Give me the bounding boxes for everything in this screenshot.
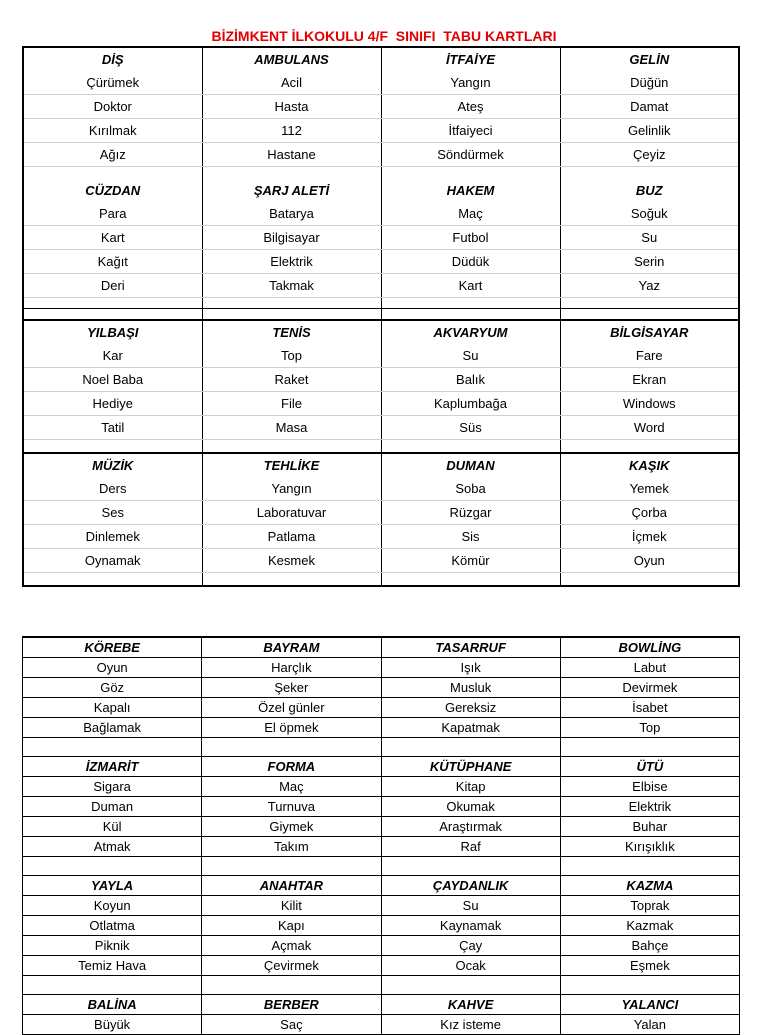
word-row: [23, 817, 740, 837]
forbidden-word: Düdük: [381, 250, 560, 274]
forbidden-word: Kırışıklık: [560, 837, 739, 857]
card-header-row: [23, 47, 739, 71]
forbidden-word: İsabet: [560, 698, 739, 718]
card-title: YALANCI: [560, 995, 739, 1015]
forbidden-word: Raf: [381, 837, 560, 857]
forbidden-word: Ateş: [381, 95, 560, 119]
forbidden-word: Yalan: [560, 1015, 739, 1035]
forbidden-word: Bilgisayar: [202, 226, 381, 250]
word-row: [23, 501, 739, 525]
card-title: TEHLİKE: [202, 453, 381, 477]
word-row: [23, 344, 739, 368]
word-row: [23, 368, 739, 392]
forbidden-word: Açmak: [202, 936, 381, 956]
forbidden-word: Elektrik: [560, 797, 739, 817]
word-row: [23, 678, 740, 698]
forbidden-word: Büyük: [23, 1015, 202, 1035]
card-title: BOWLİNG: [560, 637, 739, 658]
word-row: [23, 416, 739, 440]
forbidden-word: Takmak: [202, 274, 381, 298]
forbidden-word: Deri: [23, 274, 202, 298]
forbidden-word: Kaplumbağa: [381, 392, 560, 416]
empty-cell: [23, 167, 202, 180]
forbidden-word: Yangın: [381, 71, 560, 95]
card-title: ŞARJ ALETİ: [202, 179, 381, 202]
card-title: YILBAŞI: [23, 320, 202, 344]
word-row: [23, 119, 739, 143]
forbidden-word: Işık: [381, 658, 560, 678]
card-title: TASARRUF: [381, 637, 560, 658]
card-title: KÜTÜPHANE: [381, 757, 560, 777]
forbidden-word: Piknik: [23, 936, 202, 956]
word-row: [23, 226, 739, 250]
empty-cell: [202, 440, 381, 454]
forbidden-word: Hediye: [23, 392, 202, 416]
forbidden-word: Batarya: [202, 202, 381, 226]
forbidden-word: Rüzgar: [381, 501, 560, 525]
forbidden-word: Duman: [23, 797, 202, 817]
forbidden-word: Yemek: [560, 477, 739, 501]
forbidden-word: Saç: [202, 1015, 381, 1035]
forbidden-word: Çevirmek: [202, 956, 381, 976]
forbidden-word: Düğün: [560, 71, 739, 95]
empty-cell: [202, 976, 381, 995]
empty-cell: [560, 298, 739, 309]
forbidden-word: Raket: [202, 368, 381, 392]
forbidden-word: Soba: [381, 477, 560, 501]
spacer-row: [23, 738, 740, 757]
forbidden-word: Söndürmek: [381, 143, 560, 167]
word-row: [23, 202, 739, 226]
forbidden-word: Oyun: [560, 549, 739, 573]
forbidden-word: Kapı: [202, 916, 381, 936]
forbidden-word: Okumak: [381, 797, 560, 817]
forbidden-word: Çorba: [560, 501, 739, 525]
forbidden-word: Acil: [202, 71, 381, 95]
page-title: BİZİMKENT İLKOKULU 4/F SINIFI TABU KARTLARI: [211, 28, 557, 44]
forbidden-word: Elbise: [560, 777, 739, 797]
card-title: DİŞ: [23, 47, 202, 71]
forbidden-word: Kart: [381, 274, 560, 298]
empty-cell: [202, 298, 381, 309]
forbidden-word: Kaynamak: [381, 916, 560, 936]
forbidden-word: Serin: [560, 250, 739, 274]
forbidden-word: Kesmek: [202, 549, 381, 573]
forbidden-word: Hastane: [202, 143, 381, 167]
taboo-table-bottom: [22, 636, 740, 1035]
spacer-row: [23, 857, 740, 876]
empty-cell: [381, 309, 560, 321]
forbidden-word: Kül: [23, 817, 202, 837]
spacer-row: [23, 298, 739, 309]
forbidden-word: Yangın: [202, 477, 381, 501]
forbidden-word: Para: [23, 202, 202, 226]
forbidden-word: Ders: [23, 477, 202, 501]
forbidden-word: Göz: [23, 678, 202, 698]
card-header-row: [23, 453, 739, 477]
forbidden-word: File: [202, 392, 381, 416]
forbidden-word: Balık: [381, 368, 560, 392]
forbidden-word: Giymek: [202, 817, 381, 837]
forbidden-word: İçmek: [560, 525, 739, 549]
forbidden-word: Kazmak: [560, 916, 739, 936]
forbidden-word: Su: [381, 344, 560, 368]
forbidden-word: Top: [202, 344, 381, 368]
card-header-row: [23, 320, 739, 344]
card-title: ÇAYDANLIK: [381, 876, 560, 896]
forbidden-word: Dinlemek: [23, 525, 202, 549]
word-row: [23, 837, 740, 857]
word-row: [23, 658, 740, 678]
forbidden-word: Oyun: [23, 658, 202, 678]
forbidden-word: Harçlık: [202, 658, 381, 678]
forbidden-word: Hasta: [202, 95, 381, 119]
forbidden-word: Kız isteme: [381, 1015, 560, 1035]
forbidden-word: Kapatmak: [381, 718, 560, 738]
forbidden-word: Windows: [560, 392, 739, 416]
forbidden-word: Maç: [202, 777, 381, 797]
forbidden-word: Çürümek: [23, 71, 202, 95]
forbidden-word: Çeyiz: [560, 143, 739, 167]
forbidden-word: Bağlamak: [23, 718, 202, 738]
card-header-row: [23, 179, 739, 202]
card-title: KÖREBE: [23, 637, 202, 658]
forbidden-word: Futbol: [381, 226, 560, 250]
card-title: TENİS: [202, 320, 381, 344]
card-title: BUZ: [560, 179, 739, 202]
empty-cell: [560, 167, 739, 180]
forbidden-word: Kömür: [381, 549, 560, 573]
forbidden-word: Su: [560, 226, 739, 250]
empty-cell: [23, 738, 202, 757]
empty-cell: [23, 857, 202, 876]
forbidden-word: Su: [381, 896, 560, 916]
forbidden-word: Kilit: [202, 896, 381, 916]
spacer-row: [23, 167, 739, 180]
forbidden-word: Kırılmak: [23, 119, 202, 143]
empty-cell: [381, 573, 560, 587]
word-row: [23, 956, 740, 976]
forbidden-word: Araştırmak: [381, 817, 560, 837]
empty-cell: [23, 573, 202, 587]
empty-cell: [23, 976, 202, 995]
forbidden-word: Kağıt: [23, 250, 202, 274]
empty-cell: [23, 309, 202, 321]
forbidden-word: Takım: [202, 837, 381, 857]
card-title: YAYLA: [23, 876, 202, 896]
word-row: [23, 95, 739, 119]
empty-cell: [560, 309, 739, 321]
forbidden-word: Şeker: [202, 678, 381, 698]
card-title: GELİN: [560, 47, 739, 71]
word-row: [23, 71, 739, 95]
spacer-row: [23, 976, 740, 995]
word-row: [23, 777, 740, 797]
forbidden-word: Doktor: [23, 95, 202, 119]
empty-cell: [560, 857, 739, 876]
forbidden-word: Kar: [23, 344, 202, 368]
empty-cell: [381, 440, 560, 454]
empty-cell: [381, 738, 560, 757]
forbidden-word: Özel günler: [202, 698, 381, 718]
spacer-row: [23, 573, 739, 587]
forbidden-word: Sis: [381, 525, 560, 549]
forbidden-word: Elektrik: [202, 250, 381, 274]
card-title: KAZMA: [560, 876, 739, 896]
forbidden-word: Devirmek: [560, 678, 739, 698]
forbidden-word: Kart: [23, 226, 202, 250]
card-title: BALİNA: [23, 995, 202, 1015]
forbidden-word: 112: [202, 119, 381, 143]
card-header-row: [23, 995, 740, 1015]
forbidden-word: Laboratuvar: [202, 501, 381, 525]
taboo-table-top: [22, 46, 740, 587]
empty-cell: [202, 167, 381, 180]
forbidden-word: Ağız: [23, 143, 202, 167]
forbidden-word: Ocak: [381, 956, 560, 976]
word-row: [23, 698, 740, 718]
forbidden-word: Eşmek: [560, 956, 739, 976]
card-header-row: [23, 876, 740, 896]
forbidden-word: Yaz: [560, 274, 739, 298]
empty-cell: [23, 440, 202, 454]
card-title: BİLGİSAYAR: [560, 320, 739, 344]
forbidden-word: Atmak: [23, 837, 202, 857]
card-title: İZMARİT: [23, 757, 202, 777]
empty-cell: [202, 738, 381, 757]
forbidden-word: Kapalı: [23, 698, 202, 718]
empty-cell: [381, 857, 560, 876]
card-title: MÜZİK: [23, 453, 202, 477]
forbidden-word: Damat: [560, 95, 739, 119]
word-row: [23, 936, 740, 956]
word-row: [23, 718, 740, 738]
card-title: İTFAİYE: [381, 47, 560, 71]
card-title: KAŞIK: [560, 453, 739, 477]
word-row: [23, 1015, 740, 1035]
forbidden-word: Musluk: [381, 678, 560, 698]
empty-cell: [381, 298, 560, 309]
word-row: [23, 916, 740, 936]
forbidden-word: El öpmek: [202, 718, 381, 738]
card-title: ÜTÜ: [560, 757, 739, 777]
empty-cell: [560, 976, 739, 995]
empty-cell: [381, 167, 560, 180]
empty-cell: [23, 298, 202, 309]
word-row: [23, 250, 739, 274]
card-title: BAYRAM: [202, 637, 381, 658]
forbidden-word: Labut: [560, 658, 739, 678]
card-title: AMBULANS: [202, 47, 381, 71]
empty-cell: [202, 857, 381, 876]
forbidden-word: Otlatma: [23, 916, 202, 936]
forbidden-word: Word: [560, 416, 739, 440]
card-title: HAKEM: [381, 179, 560, 202]
word-row: [23, 392, 739, 416]
forbidden-word: Masa: [202, 416, 381, 440]
card-header-row: [23, 757, 740, 777]
card-title: AKVARYUM: [381, 320, 560, 344]
forbidden-word: Maç: [381, 202, 560, 226]
empty-cell: [560, 440, 739, 454]
forbidden-word: Koyun: [23, 896, 202, 916]
empty-cell: [560, 738, 739, 757]
forbidden-word: Gereksiz: [381, 698, 560, 718]
forbidden-word: Ekran: [560, 368, 739, 392]
word-row: [23, 143, 739, 167]
empty-cell: [202, 309, 381, 321]
forbidden-word: Oynamak: [23, 549, 202, 573]
forbidden-word: İtfaiyeci: [381, 119, 560, 143]
forbidden-word: Tatil: [23, 416, 202, 440]
word-row: [23, 797, 740, 817]
forbidden-word: Fare: [560, 344, 739, 368]
word-row: [23, 549, 739, 573]
spacer-row: [23, 309, 739, 321]
empty-cell: [381, 976, 560, 995]
card-header-row: [23, 637, 740, 658]
forbidden-word: Ses: [23, 501, 202, 525]
forbidden-word: Süs: [381, 416, 560, 440]
forbidden-word: Noel Baba: [23, 368, 202, 392]
word-row: [23, 477, 739, 501]
forbidden-word: Patlama: [202, 525, 381, 549]
forbidden-word: Buhar: [560, 817, 739, 837]
card-title: FORMA: [202, 757, 381, 777]
card-title: CÜZDAN: [23, 179, 202, 202]
forbidden-word: Toprak: [560, 896, 739, 916]
card-title: DUMAN: [381, 453, 560, 477]
word-row: [23, 274, 739, 298]
card-title: ANAHTAR: [202, 876, 381, 896]
empty-cell: [202, 573, 381, 587]
forbidden-word: Soğuk: [560, 202, 739, 226]
forbidden-word: Kitap: [381, 777, 560, 797]
forbidden-word: Turnuva: [202, 797, 381, 817]
forbidden-word: Bahçe: [560, 936, 739, 956]
forbidden-word: Top: [560, 718, 739, 738]
forbidden-word: Gelinlik: [560, 119, 739, 143]
spacer-row: [23, 440, 739, 454]
forbidden-word: Temiz Hava: [23, 956, 202, 976]
forbidden-word: Çay: [381, 936, 560, 956]
empty-cell: [560, 573, 739, 587]
card-title: KAHVE: [381, 995, 560, 1015]
word-row: [23, 525, 739, 549]
word-row: [23, 896, 740, 916]
card-title: BERBER: [202, 995, 381, 1015]
forbidden-word: Sigara: [23, 777, 202, 797]
